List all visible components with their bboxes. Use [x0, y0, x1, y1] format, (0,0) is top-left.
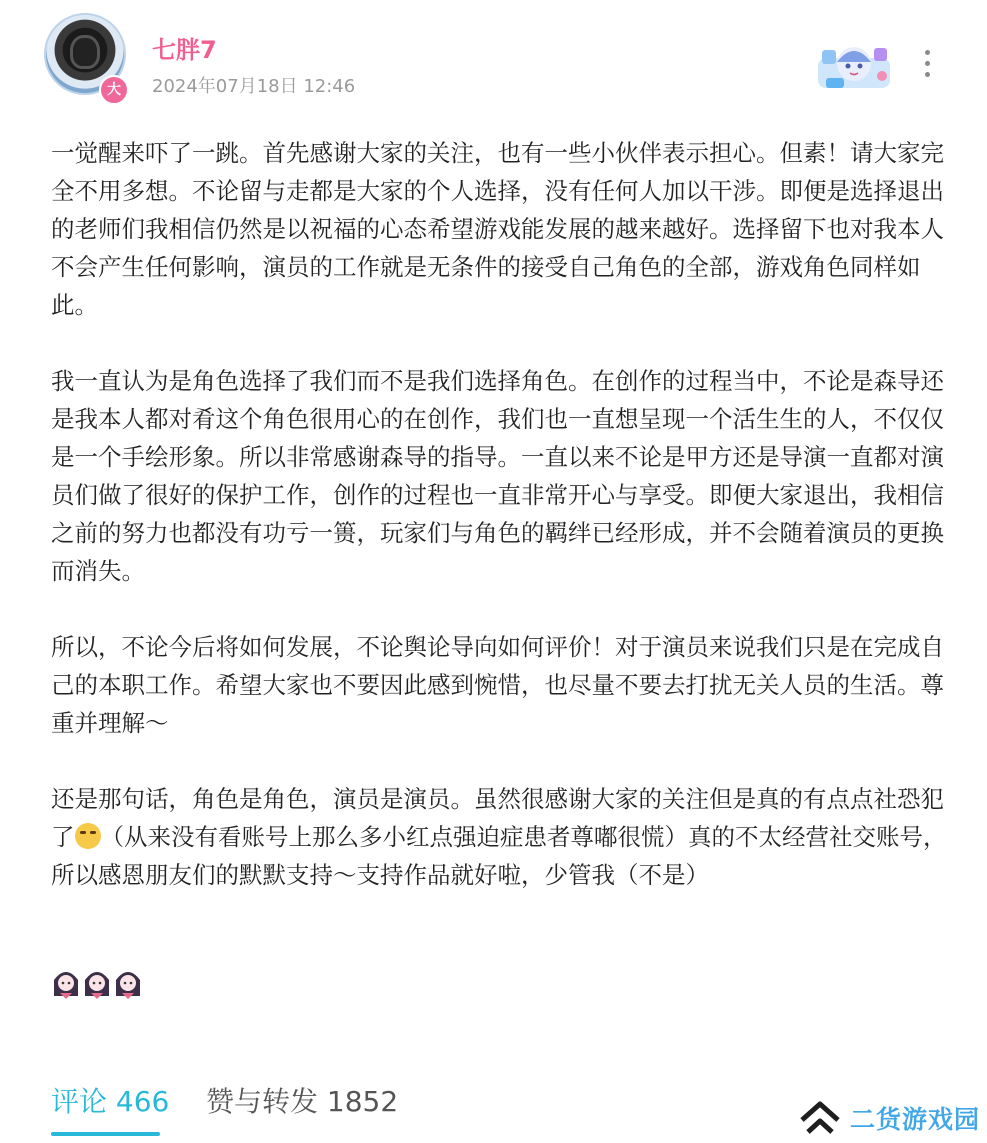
- active-tab-indicator: [51, 1132, 160, 1136]
- anime-girl-sticker-icon: [82, 966, 112, 1000]
- laughing-crying-emoji-icon: [75, 823, 101, 849]
- anime-girl-sticker-icon: [113, 966, 143, 1000]
- tab-likes-reposts[interactable]: 赞与转发 1852: [206, 1085, 399, 1118]
- post-paragraph: 一觉醒来吓了一跳。首先感谢大家的关注，也有一些小伙伴表示担心。但素！请大家完全不用多想。不论留与走都是大家的个人选择，没有任何人加以干涉。即便是选择退出的老师们我相信仍然是以祝福的心态希望游戏能发展的越来越好。选择留下也对我本人不会产生任何影响，演员的工作就是无条件的接受自己角色的全部，游戏角色同样如此。: [51, 139, 944, 319]
- watermark-text: 二货游戏园: [850, 1105, 981, 1134]
- author-avatar[interactable]: [44, 13, 126, 98]
- post-timestamp: 2024年07月18日 12:46: [152, 76, 356, 97]
- post-content: [51, 134, 951, 932]
- more-options-icon[interactable]: [914, 50, 940, 82]
- paragraph-text: （从来没有看账号上那么多小红点强迫症患者尊嘟很慌）真的不太经营社交账号，所以感恩朋友们的默默支持～支持作品就好啦，少管我（不是）: [51, 823, 947, 889]
- post-paragraph: [51, 780, 951, 894]
- sticker-row: [51, 966, 144, 1002]
- watermark-logo-icon: [798, 1098, 842, 1138]
- level-badge: 大: [99, 75, 129, 105]
- post-paragraph: 我一直认为是角色选择了我们而不是我们选择角色。在创作的过程当中，不论是森导还是我本人都对肴这个角色很用心的在创作，我们也一直想呈现一个活生生的人，不仅仅是一个手绘形象。所以非常感谢森导的指导。一直以来不论是甲方还是导演一直都对演员们做了很好的保护工作，创作的过程也一直非常开心与享受。即便大家退出，我相信之前的努力也都没有功亏一篑，玩家们与角色的羁绊已经形成，并不会随着演员的更换而消失。: [51, 367, 944, 585]
- avatar-silhouette: [70, 35, 100, 69]
- paragraph-text: 还是那句话，角色是角色，演员是演员。虽然很感谢大家的关注但是真的有点点社恐犯了: [51, 785, 944, 851]
- post-paragraph: 所以，不论今后将如何发展，不论舆论导向如何评价！对于演员来说我们只是在完成自己的本职工作。希望大家也不要因此感到惋惜，也尽量不要去打扰无关人员的生活。尊重并理解～: [51, 633, 944, 737]
- anime-character-decoration-icon: [816, 38, 892, 96]
- tab-comments[interactable]: 评论 466: [51, 1085, 170, 1118]
- site-watermark: [798, 1098, 980, 1138]
- author-name[interactable]: 七胖7: [152, 36, 217, 64]
- anime-girl-sticker-icon: [51, 966, 81, 1000]
